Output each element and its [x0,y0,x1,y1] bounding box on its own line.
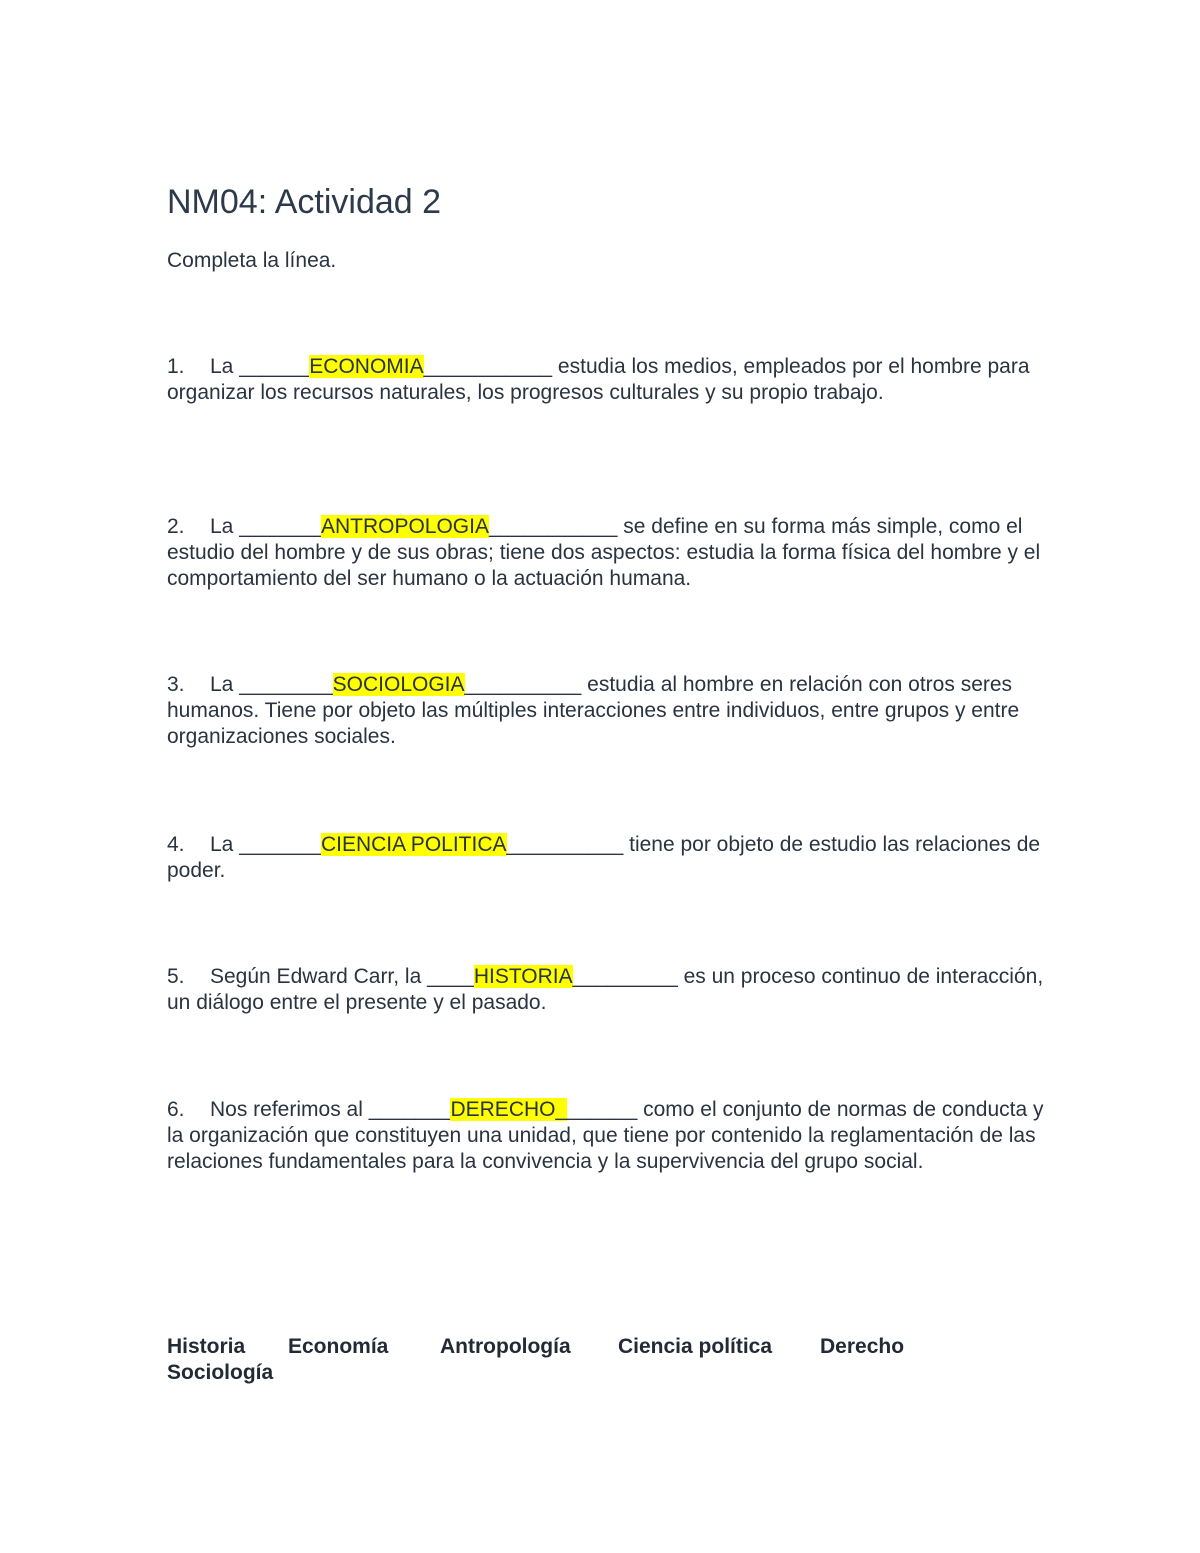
word-bank-item: Economía [288,1335,389,1358]
question-prefix: La ________ [210,673,333,696]
question-prefix: La ______ [210,355,310,378]
word-bank-item: Ciencia política [618,1335,773,1358]
question-prefix: Según Edward Carr, la ____ [210,965,474,988]
question-number: 5. [167,965,185,988]
question-suffix: ___________ se define en su forma más simple, como el estudio del hombre y de sus obras; tiene dos aspectos: estudia la forma física del hombre y el comportamiento del ser humano o la actuación humana. [167,515,1041,590]
answer-highlight: DERECHO_ [450,1098,568,1121]
question-prefix: Nos referimos al _______ [210,1098,451,1121]
word-bank-item: Antropología [440,1335,571,1358]
question-suffix: _________ es un proceso continuo de interacción, un diálogo entre el presente y el pasado. [167,965,1044,1014]
word-bank [167,1334,967,1386]
instruction-text: Completa la línea. [167,249,337,272]
answer-highlight: ECONOMIA [309,355,424,378]
question-number: 3. [167,673,185,696]
question-1 [167,354,1047,406]
question-prefix: La _______ [210,833,321,856]
question-5 [167,964,1047,1016]
question-suffix: ______ como el conjunto de normas de conducta y la organización que constituyen una unidad, que tiene por contenido la reglamentación de las relaciones fundamentales para la convivencia y la supervivencia del grupo social. [167,1098,1044,1173]
question-6 [167,1097,1047,1175]
question-suffix: __________ estudia al hombre en relación con otros seres humanos. Tiene por objeto las múltiples interacciones entre individuos, entre grupos y entre organizaciones sociales. [167,673,1020,748]
question-prefix: La _______ [210,515,321,538]
question-number: 4. [167,833,185,856]
question-2 [167,514,1047,592]
question-number: 1. [167,355,185,378]
word-bank-item: Historia [167,1335,246,1358]
question-suffix: __________ tiene por objeto de estudio las relaciones de poder. [167,833,1041,882]
answer-highlight: SOCIOLOGIA [332,673,465,696]
word-bank-item: Derecho [820,1335,905,1358]
question-number: 2. [167,515,185,538]
answer-highlight: ANTROPOLOGIA [320,515,489,538]
page-title: NM04: Actividad 2 [167,183,442,221]
question-3 [167,672,1047,750]
word-bank-item: Sociología [167,1361,274,1384]
question-4 [167,832,1047,884]
answer-highlight: CIENCIA POLITICA [320,833,507,856]
question-number: 6. [167,1098,185,1121]
answer-highlight: HISTORIA [473,965,573,988]
question-suffix: ___________ estudia los medios, empleados por el hombre para organizar los recursos naturales, los progresos culturales y su propio trabajo. [167,355,1030,404]
